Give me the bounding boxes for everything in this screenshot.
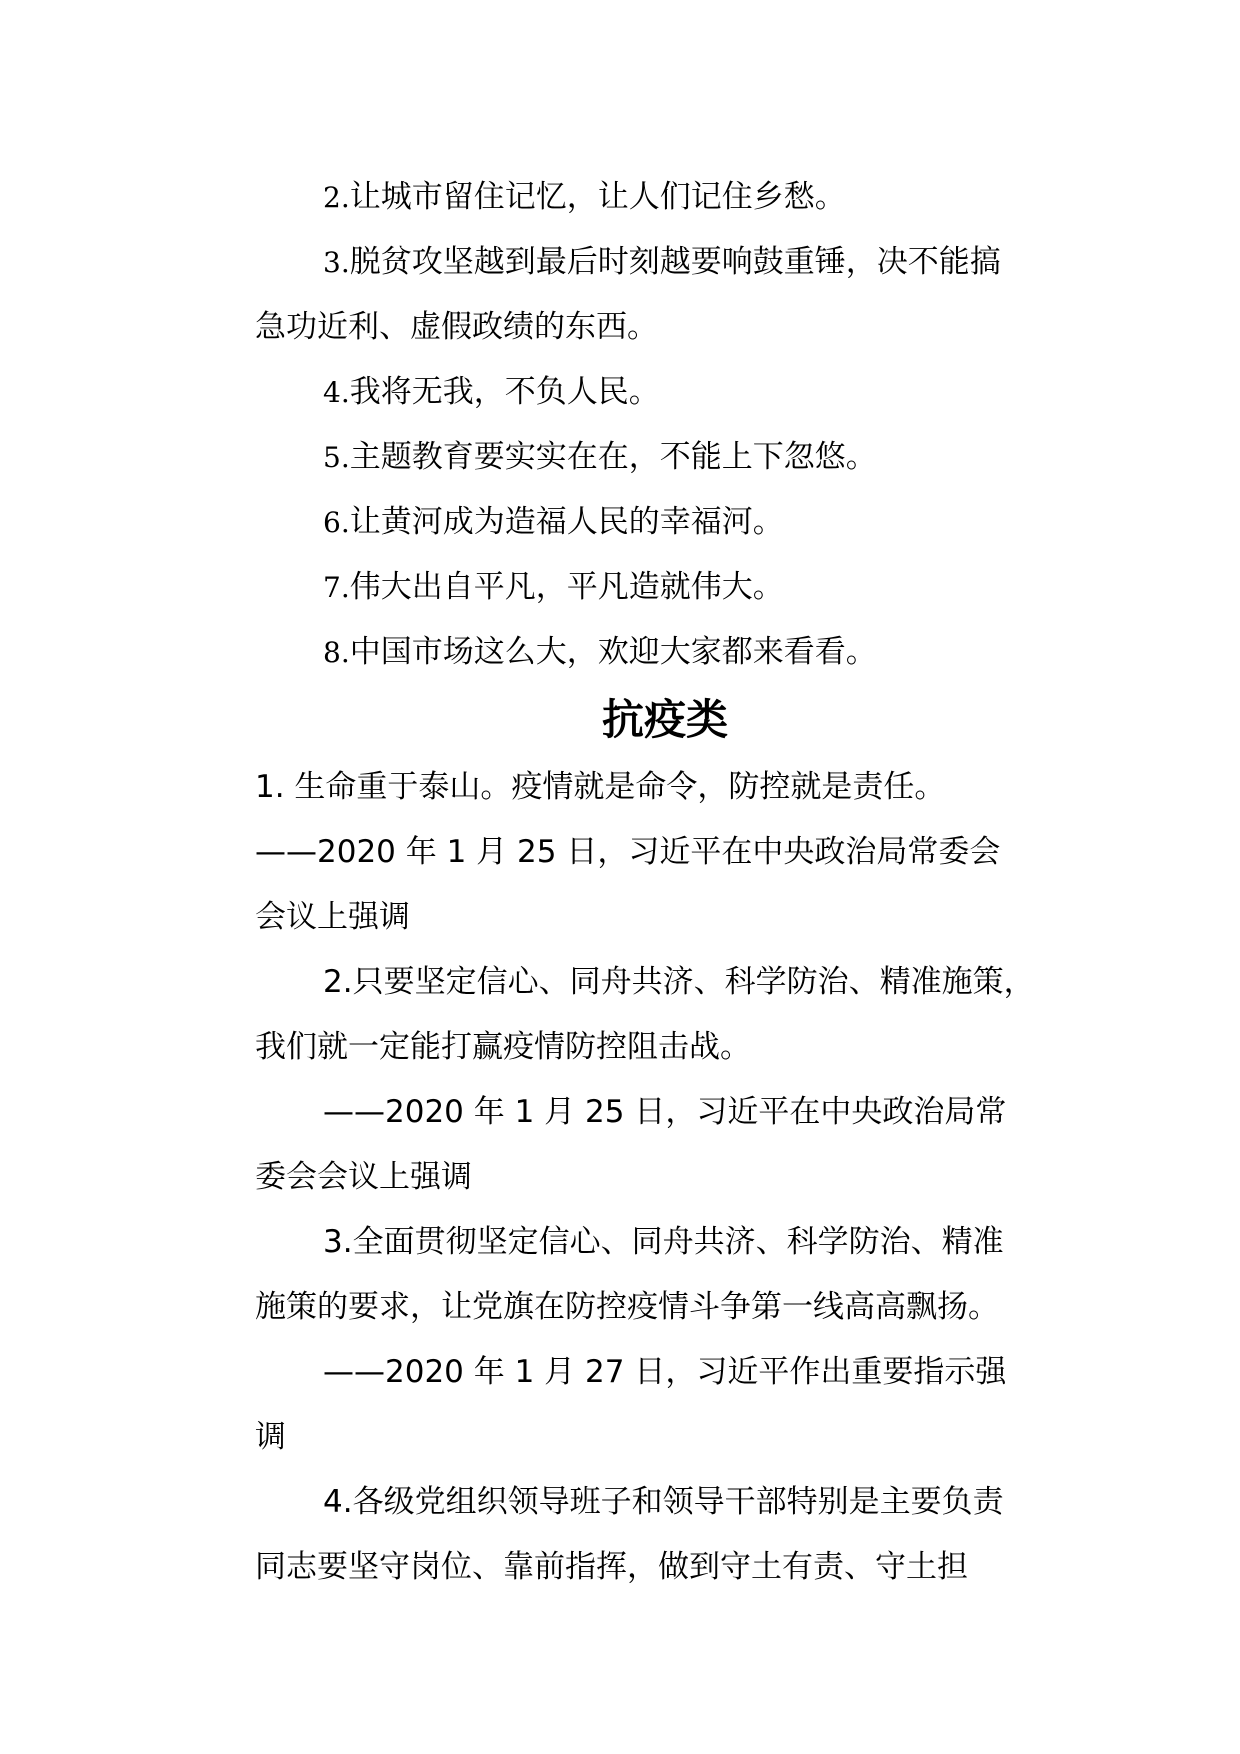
epidemic-line: 1. 生命重于泰山。疫情就是命令，防控就是责任。 bbox=[255, 769, 946, 805]
quote-text: 主题教育要实实在在，不能上下忽悠。 bbox=[349, 439, 877, 475]
quote-text: 让城市留住记忆，让人们记住乡愁。 bbox=[349, 179, 846, 215]
quote-4-line-1 bbox=[255, 360, 1075, 425]
quote-text: 伟大出自平凡，平凡造就伟大。 bbox=[349, 569, 784, 605]
quote-text: 中国市场这么大，欢迎大家都来看看。 bbox=[349, 634, 877, 670]
epidemic-line: 2.只要坚定信心、同舟共济、科学防治、精准施策， bbox=[323, 964, 1035, 1000]
quote-number: 2. bbox=[323, 181, 350, 214]
quote-text: 脱贫攻坚越到最后时刻越要响鼓重锤，决不能搞 bbox=[349, 244, 1001, 280]
quote-3-line-1 bbox=[255, 230, 1075, 295]
epidemic-line: 4.各级党组织领导班子和领导干部特别是主要负责 bbox=[323, 1484, 1004, 1520]
epidemic-line: 同志要坚守岗位、靠前指挥，做到守土有责、守土担 bbox=[255, 1549, 968, 1585]
quote-text: 我将无我，不负人民。 bbox=[349, 374, 660, 410]
epidemic-line: 我们就一定能打赢疫情防控阻击战。 bbox=[255, 1029, 751, 1065]
quote-6-line-1 bbox=[255, 490, 1075, 555]
section-heading: 抗疫类 bbox=[601, 695, 728, 744]
quote-5-line-1 bbox=[255, 425, 1075, 490]
quote-number: 5. bbox=[323, 441, 350, 474]
epidemic-line: 委会会议上强调 bbox=[255, 1159, 472, 1195]
epidemic-line: 3.全面贯彻坚定信心、同舟共济、科学防治、精准 bbox=[323, 1224, 1004, 1260]
quote-number: 6. bbox=[323, 506, 350, 539]
document-body bbox=[255, 165, 1075, 1600]
epidemic-line: 施策的要求，让党旗在防控疫情斗争第一线高高飘扬。 bbox=[255, 1289, 999, 1325]
quote-8-line-1 bbox=[255, 620, 1075, 685]
quote-number: 4. bbox=[323, 376, 350, 409]
epidemic-line: 调 bbox=[255, 1419, 286, 1455]
epidemic-line: ——2020 年 1 月 25 日，习近平在中央政治局常 bbox=[323, 1094, 1007, 1130]
quote-text: 急功近利、虚假政绩的东西。 bbox=[255, 309, 658, 345]
quote-number: 8. bbox=[323, 636, 350, 669]
quote-7-line-1 bbox=[255, 555, 1075, 620]
quote-text: 让黄河成为造福人民的幸福河。 bbox=[349, 504, 784, 540]
quote-number: 7. bbox=[323, 571, 350, 604]
epidemic-line: 会议上强调 bbox=[255, 899, 410, 935]
quote-2-line-1 bbox=[255, 165, 1075, 230]
quote-number: 3. bbox=[323, 246, 350, 279]
epidemic-line: ——2020 年 1 月 27 日，习近平作出重要指示强 bbox=[323, 1354, 1007, 1390]
epidemic-line: ——2020 年 1 月 25 日，习近平在中央政治局常委会 bbox=[255, 834, 1001, 870]
quote-3-line-2 bbox=[255, 295, 1075, 360]
